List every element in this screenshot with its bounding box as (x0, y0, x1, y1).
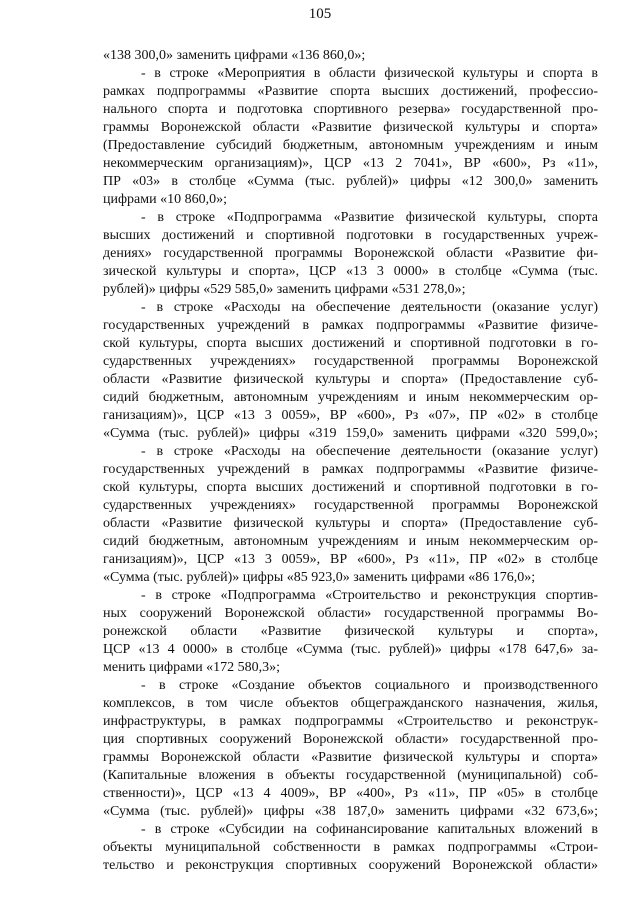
text-line: зической культуры и спорта», ЦСР «13 3 0000» в столбце «Сумма (тыс. (103, 264, 598, 279)
text-line: «Сумма (тыс. рублей)» цифры «38 187,0» заменить цифрами «32 673,6»; (103, 804, 598, 819)
text-line: высших достижений и спортивной подготовки в государственных учреж- (103, 228, 598, 243)
text-line: граммы Воронежской области «Развитие физической культуры и спорта» (103, 120, 598, 135)
text-line: (Капитальные вложения в объекты государственной (муниципальной) соб- (103, 768, 598, 783)
document-body (103, 47, 598, 875)
text-line: граммы Воронежской области «Развитие физической культуры и спорта» (103, 750, 598, 765)
text-line: «Сумма (тыс. рублей)» цифры «85 923,0» заменить цифрами «86 176,0»; (103, 570, 536, 585)
text-line: «138 300,0» заменить цифрами «136 860,0»; (103, 48, 366, 63)
text-line: комплексов, в том числе объектов общегражданского назначения, жилья, (103, 696, 598, 711)
text-line: ПР «03» в столбце «Сумма (тыс. рублей)» цифры «12 300,0» заменить (103, 174, 598, 189)
text-line: рублей)» цифры «529 585,0» заменить цифрами «531 278,0»; (103, 282, 466, 297)
text-line: - в строке «Расходы на обеспечение деятельности (оказание услуг) (141, 444, 598, 459)
text-line: дениях» государственной программы Воронежской области «Развитие фи- (103, 246, 598, 261)
text-line: ганизациям)», ЦСР «13 3 0059», ВР «600», Рз «07», ПР «02» в столбце (103, 408, 598, 423)
text-line: государственных учреждений в рамках подпрограммы «Развитие физиче- (103, 318, 598, 333)
text-line: (Предоставление субсидий бюджетным, автономным учреждениям и иным (103, 138, 598, 153)
text-line: сидий бюджетным, автономным учреждениям и иным некоммерческим ор- (103, 534, 598, 549)
text-line: некоммерческим организациям)», ЦСР «13 2 7041», ВР «600», Рз «11», (103, 156, 598, 171)
text-line: сударственных учреждениях» государственной программы Воронежской (103, 498, 598, 513)
text-line: объекты муниципальной собственности в рамках подпрограммы «Строи- (103, 840, 598, 855)
text-line: сударственных учреждениях» государственной программы Воронежской (103, 354, 598, 369)
text-line: менить цифрами «172 580,3»; (103, 660, 281, 675)
text-line: государственных учреждений в рамках подпрограммы «Развитие физиче- (103, 462, 598, 477)
text-line: сидий бюджетным, автономным учреждениям и иным некоммерческим ор- (103, 390, 598, 405)
text-line: цифрами «10 860,0»; (103, 192, 228, 207)
text-line: рамках подпрограммы «Развитие спорта высших достижений, профессио- (103, 84, 598, 99)
text-line: ных сооружений Воронежской области» государственной программы Во- (103, 606, 598, 621)
text-line: ганизациям)», ЦСР «13 3 0059», ВР «600», Рз «11», ПР «02» в столбце (103, 552, 598, 567)
page-number: 105 (308, 6, 332, 22)
text-line: области «Развитие физической культуры и спорта» (Предоставление суб- (103, 516, 598, 531)
text-line: - в строке «Подпрограмма «Строительство и реконструкция спортив- (141, 588, 598, 603)
text-line: ронежской области «Развитие физической культуры и спорта», (103, 624, 598, 639)
text-line: - в строке «Мероприятия в области физической культуры и спорта в (141, 66, 598, 81)
text-line: ской культуры, спорта высших достижений и спортивной подготовки в го- (103, 336, 598, 351)
text-line: ЦСР «13 4 0000» в столбце «Сумма (тыс. рублей)» цифры «178 647,6» за- (103, 642, 598, 657)
text-line: - в строке «Создание объектов социального и производственного (141, 678, 598, 693)
text-line: области «Развитие физической культуры и спорта» (Предоставление суб- (103, 372, 598, 387)
text-line: инфраструктуры, в рамках подпрограммы «Строительство и реконструк- (103, 714, 598, 729)
text-line: тельство и реконструкция спортивных сооружений Воронежской области» (103, 858, 598, 873)
text-line: - в строке «Подпрограмма «Развитие физической культуры, спорта (141, 210, 598, 225)
text-line: ция спортивных сооружений Воронежской области» государственной про- (103, 732, 598, 747)
text-line: - в строке «Субсидии на софинансирование капитальных вложений в (141, 822, 598, 837)
text-line: - в строке «Расходы на обеспечение деятельности (оказание услуг) (141, 300, 598, 315)
text-line: ской культуры, спорта высших достижений и спортивной подготовки в го- (103, 480, 598, 495)
text-line: ственности)», ЦСР «13 4 4009», ВР «400», Рз «11», ПР «05» в столбце (103, 786, 598, 801)
text-line: «Сумма (тыс. рублей)» цифры «319 159,0» заменить цифрами «320 599,0»; (103, 426, 598, 441)
text-line: нального спорта и подготовка спортивного резерва» государственной про- (103, 102, 598, 117)
